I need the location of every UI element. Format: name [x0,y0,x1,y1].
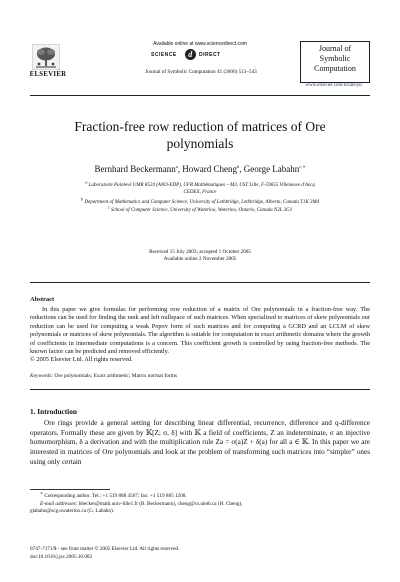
elsevier-tree-logo [32,44,60,70]
affiliation-text: Department of Mathematics and Computer Science, University of Lethbridge, Lethbridge, Alberta, Canada T1K 3M4 [84,200,320,205]
journal-title-line1: Journal of [318,44,352,53]
abstract-body [30,306,370,365]
available-line: Available online 2 November 2005 [163,256,237,262]
email-label: E-mail addresses: [40,500,78,507]
affiliation-mark: c [107,204,110,210]
sciencedirect-d-icon: d [185,49,196,60]
email-addresses: bbecker@math.univ-lille1.fr (B. Beckermann), cheng@cs.uleth.ca (H. Cheng), [78,500,243,507]
corresponding-author-line [30,490,370,501]
author-list: Bernhard Beckermann$^a$, Howard Cheng$^b$, George Labahn$^{c,∗}$ [94,164,306,174]
abstract-copyright: © 2005 Elsevier Ltd. All rights reserved. [30,356,133,364]
author-affiliation-mark: c,∗ [299,164,306,169]
footnote [30,490,370,516]
footnote-mark: ∗ [40,490,44,496]
received-line: Received 15 July 2003; accepted 1 October 2005 [149,249,251,255]
author-name: Bernhard Beckermann [94,164,176,174]
issn-line: 0747-7171/$ - see front matter © 2005 Elsevier Ltd. All rights reserved. [30,546,180,552]
author-affiliation-mark: b [236,164,240,169]
keywords-label: Keywords: [30,373,54,379]
publisher-name: ELSEVIER [29,71,67,78]
keywords [30,373,370,379]
corresponding-author-text: Corresponding author. Tel.: +1 519 888 4567; fax: +1 519 885 1208. [44,493,187,499]
affiliation-a [35,179,365,196]
sciencedirect-right-word: DIRECT [199,52,221,58]
affiliation-mark: b [80,196,84,202]
email-line [30,501,370,509]
journal-title-line3: Computation [314,64,356,73]
abstract-bottom-divider [30,389,370,390]
paper-title-line2: polynomials [166,136,234,151]
journal-title [300,44,370,74]
available-online-text: Available online at www.sciencedirect.com [153,41,247,47]
affiliation-c [35,204,365,214]
email-line-cont: glabahn@scg.uwaterloo.ca (G. Labahn). [30,508,114,514]
issn-block [30,546,370,561]
keywords-list: Ore polynomials; Exact arithmetic; Matrix normal forms [54,373,177,379]
abstract-text: In this paper we give formulas for performing row reduction of a matrix of Ore polynomials in a fraction-free way. The reductions can be used for finding the rank and left nullspace of such matrices. When specialized to matrices of skew polynomials our reduction can be used for computing a weak Popov form of such matrices and for computing a GCRD and an LCLM of skew polynomials or matrices of skew polynomials. The algorithm is suitable for computation in exact arithmetic domains where the growth of coefficients in intermediate computations is a concern. This coefficient growth is controlled by using fraction-free methods. The known factor can be predicted and removed efficiently. [30,306,370,356]
paper-title [40,118,360,152]
affiliation-b [35,196,365,206]
journal-title-line2: Symbolic [319,54,351,63]
sciencedirect-left-word: SCIENCE [151,52,177,58]
abstract-heading: Abstract [30,296,55,303]
affiliation-text: School of Computer Science, University of Waterloo, Waterloo, Ontario, Canada N2L 3G1 [110,208,293,213]
journal-citation: Journal of Symbolic Computation 41 (2006) 513–543 [145,69,257,75]
affiliation-text: Laboratoire Painlevé UMR 8524 (ANO-EDP), UFR Mathématiques – M3, UST Lille, F-59655 Villeneuve d'Ascq [88,183,315,188]
doi-line: doi:10.1016/j.jsc.2005.10.002 [30,553,93,560]
abstract-top-divider [30,282,370,283]
author-name: George Labahn [243,164,300,174]
author-affiliation-mark: a [175,164,178,169]
journal-url-link[interactable]: www.elsevier.com/locate/jsc [305,83,363,88]
affiliation-mark: a [85,179,88,185]
author-name: Howard Cheng [182,164,237,174]
received-dates [40,249,360,263]
introduction-paragraph: Ore rings provide a general setting for describing linear differential, recurrence, difference and q-difference operators. Formally these are given by 𝕂[Z; σ, δ] with 𝕂 a field of coefficients, Z an indeterminate, σ an injective homomorphism, δ a derivation and with the multiplication rule Za = σ(a)Z + δ(a) for all a ∈ 𝕂. In this paper we are interested in matrices of Ore polynomials and look at the problem of transforming such matrices into “simpler” ones using only certain [30,419,370,466]
affiliation-text-cont: CEDEX, France [183,190,217,195]
header-divider [30,95,370,96]
paper-title-line1: Fraction-free row reduction of matrices of Ore [74,119,326,134]
section-heading: 1. Introduction [30,407,77,416]
sciencedirect-logo [141,49,261,61]
